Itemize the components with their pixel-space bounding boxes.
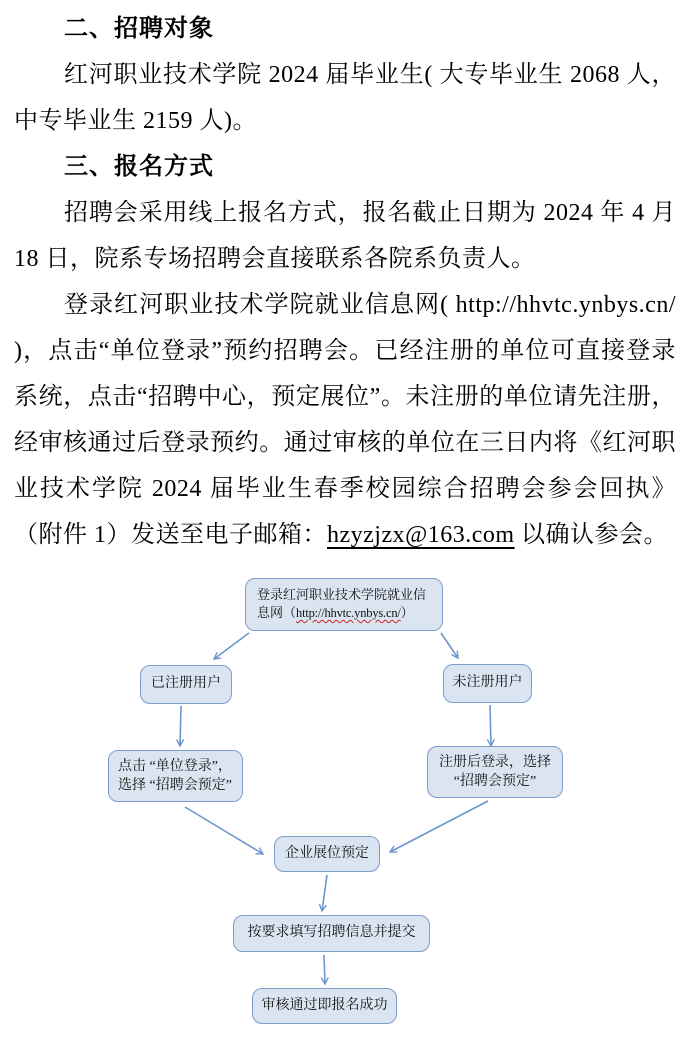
flow-login-text: 登录红河职业技术学院就业信息网（ — [257, 587, 427, 620]
heading-recruitment-target: 二、招聘对象 — [64, 15, 214, 42]
para-procedure — [14, 282, 676, 558]
arrow-top-to-unregistered — [441, 633, 458, 658]
arrow-left-action-to-booth — [185, 807, 263, 854]
arrow-fill-to-done — [324, 955, 325, 984]
flow-node-unregistered-action: 注册后登录，选择 “招聘会预定” — [427, 746, 563, 798]
flow-node-registered-user: 已注册用户 — [140, 665, 232, 704]
flow-node-fill-info: 按要求填写招聘信息并提交 — [233, 915, 430, 952]
arrow-right-action-to-booth — [390, 801, 488, 852]
website-url: http://hhvtc.ynbys.cn/ — [296, 606, 401, 620]
flow-node-approved: 审核通过即报名成功 — [252, 988, 397, 1024]
arrow-booth-to-fill — [322, 875, 327, 911]
flow-node-registered-action: 点击 “单位登录”，选择 “招聘会预定” — [108, 750, 243, 802]
arrow-registered-to-action — [180, 706, 181, 746]
heading-registration-method: 三、报名方式 — [64, 153, 214, 180]
arrow-top-to-registered — [214, 633, 249, 659]
flow-node-unregistered-user: 未注册用户 — [443, 664, 532, 703]
flow-node-booth-booking: 企业展位预定 — [274, 836, 380, 872]
registration-flowchart — [0, 558, 688, 1044]
flow-node-login-website — [245, 578, 443, 631]
para-procedure-tail: 以确认参会。 — [514, 522, 669, 548]
email-link[interactable]: hzyzjzx@163.com — [327, 522, 515, 548]
arrow-unregistered-to-action — [490, 705, 491, 746]
para-recruitment-target: 红河职业技术学院 2024 届毕业生( 大专毕业生 2068 人，中专毕业生 2159 人)。 — [14, 62, 676, 134]
flow-login-text-suffix: ） — [400, 605, 414, 620]
para-deadline: 招聘会采用线上报名方式，报名截止日期为 2024 年 4 月 18 日，院系专场招聘会直接联系各院系负责人。 — [14, 200, 676, 272]
para-procedure-text: 登录红河职业技术学院就业信息网( http://hhvtc.ynbys.cn/ )，点击“单位登录”预约招聘会。已经注册的单位可直接登录系统，点击“招聘中心，预定展位”。未注册的单位请先注册，经审核通过后登录预约。通过审核的单位在三日内将《红河职业技术学院 2024 届毕业生春季校园综合招聘会参会回执》（附件 1）发送至电子邮箱： — [14, 292, 676, 548]
